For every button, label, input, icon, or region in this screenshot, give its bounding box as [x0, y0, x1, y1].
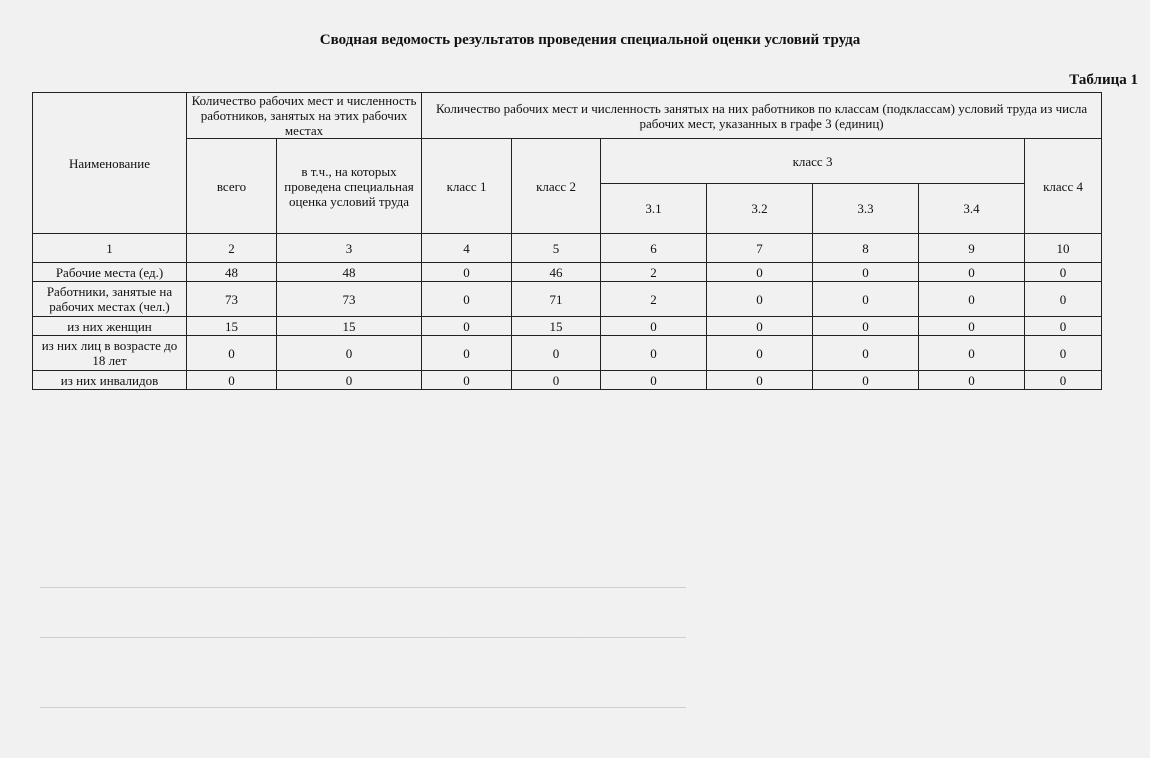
row-cell: 15 — [277, 317, 422, 336]
header-class3: класс 3 — [601, 139, 1025, 184]
row-cell: 73 — [187, 282, 277, 317]
row-cell: 0 — [707, 371, 813, 390]
row-cell: 0 — [1025, 263, 1102, 282]
row-cell: 0 — [707, 282, 813, 317]
header-sub-3-1: 3.1 — [601, 184, 707, 234]
row-cell: 0 — [919, 282, 1025, 317]
row-cell: 0 — [813, 371, 919, 390]
row-cell: 0 — [707, 263, 813, 282]
row-name: из них женщин — [33, 317, 187, 336]
column-number: 8 — [813, 234, 919, 263]
row-cell: 0 — [813, 263, 919, 282]
row-cell: 71 — [512, 282, 601, 317]
column-number: 3 — [277, 234, 422, 263]
row-cell: 0 — [277, 336, 422, 371]
row-cell: 0 — [422, 336, 512, 371]
table-row — [33, 317, 1102, 336]
row-cell: 0 — [601, 317, 707, 336]
table-label: Таблица 1 — [1069, 72, 1138, 88]
header-sub-3-4: 3.4 — [919, 184, 1025, 234]
column-number: 4 — [422, 234, 512, 263]
row-cell: 0 — [422, 317, 512, 336]
row-cell: 0 — [187, 371, 277, 390]
column-number: 7 — [707, 234, 813, 263]
column-number: 10 — [1025, 234, 1102, 263]
row-cell: 0 — [1025, 282, 1102, 317]
row-cell: 15 — [512, 317, 601, 336]
row-cell: 0 — [187, 336, 277, 371]
header-sub-3-3: 3.3 — [813, 184, 919, 234]
table-row — [33, 371, 1102, 390]
row-cell: 0 — [919, 317, 1025, 336]
row-cell: 0 — [277, 371, 422, 390]
row-cell: 0 — [1025, 336, 1102, 371]
column-number: 5 — [512, 234, 601, 263]
column-number: 1 — [33, 234, 187, 263]
column-number: 9 — [919, 234, 1025, 263]
summary-table — [32, 92, 1102, 390]
row-cell: 48 — [277, 263, 422, 282]
row-name: Рабочие места (ед.) — [33, 263, 187, 282]
row-cell: 0 — [512, 371, 601, 390]
row-cell: 73 — [277, 282, 422, 317]
header-class4: класс 4 — [1025, 139, 1102, 234]
header-sub-3-2: 3.2 — [707, 184, 813, 234]
row-cell: 0 — [601, 336, 707, 371]
row-cell: 0 — [422, 263, 512, 282]
column-number: 6 — [601, 234, 707, 263]
header-workplaces-group: Количество рабочих мест и численность работников, занятых на этих рабочих местах — [187, 93, 422, 139]
table-row — [33, 263, 1102, 282]
row-cell: 46 — [512, 263, 601, 282]
row-cell: 15 — [187, 317, 277, 336]
row-cell: 0 — [1025, 371, 1102, 390]
page-title: Сводная ведомость результатов проведения специальной оценки условий труда — [319, 32, 861, 48]
row-cell: 2 — [601, 282, 707, 317]
row-cell: 0 — [422, 371, 512, 390]
header-name: Наименование — [33, 93, 187, 234]
table-row — [33, 336, 1102, 371]
row-cell: 0 — [512, 336, 601, 371]
column-number-row — [33, 234, 1102, 263]
row-cell: 0 — [813, 317, 919, 336]
row-name: из них лиц в возрасте до 18 лет — [33, 336, 187, 371]
column-number: 2 — [187, 234, 277, 263]
row-cell: 0 — [601, 371, 707, 390]
row-cell: 0 — [813, 282, 919, 317]
header-class2: класс 2 — [512, 139, 601, 234]
row-cell: 2 — [601, 263, 707, 282]
row-cell: 0 — [1025, 317, 1102, 336]
row-name: из них инвалидов — [33, 371, 187, 390]
row-cell: 0 — [707, 336, 813, 371]
header-class1: класс 1 — [422, 139, 512, 234]
row-cell: 0 — [919, 371, 1025, 390]
row-cell: 0 — [919, 336, 1025, 371]
row-cell: 0 — [707, 317, 813, 336]
header-assessed: в т.ч., на которых проведена специальная оценка условий труда — [277, 139, 422, 234]
row-cell: 48 — [187, 263, 277, 282]
header-classes-group: Количество рабочих мест и численность занятых на них работников по классам (подклассам) условий труда из числа рабочих мест, указанных в графе 3 (единиц) — [422, 93, 1102, 139]
table-row — [33, 282, 1102, 317]
header-total: всего — [187, 139, 277, 234]
row-cell: 0 — [422, 282, 512, 317]
row-cell: 0 — [919, 263, 1025, 282]
background-bleed-through: ──────────────────────────────────────────────────────────────────────────── ──────────────────────────────────────────────────────────────────────────── ──────────────────────────────────────────────────────────────────────────── — [40, 580, 687, 714]
row-cell: 0 — [813, 336, 919, 371]
row-name: Работники, занятые на рабочих местах (чел.) — [33, 282, 187, 317]
